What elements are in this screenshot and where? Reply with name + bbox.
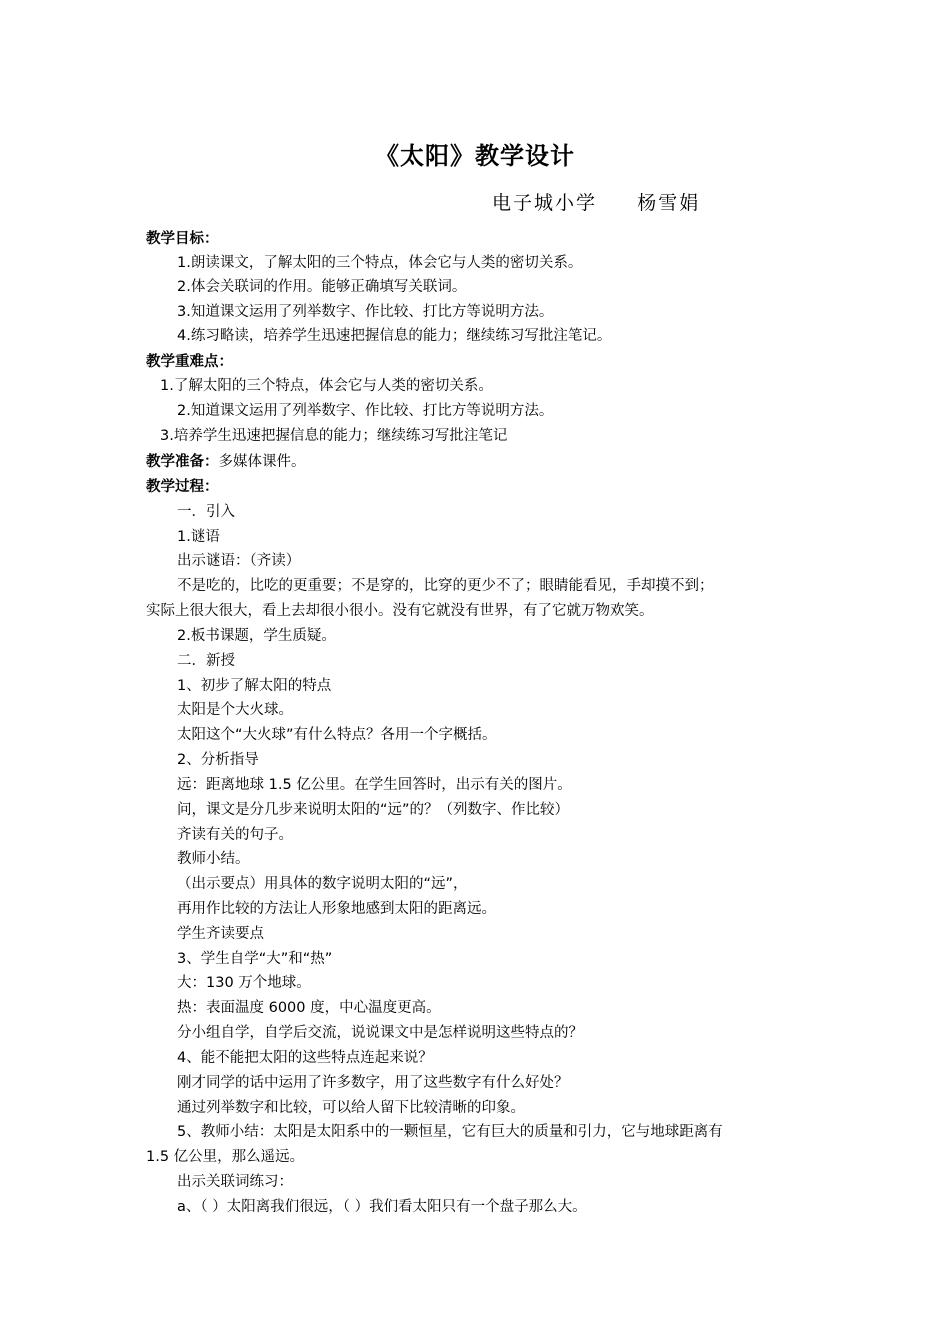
process-heading: 教学过程： bbox=[146, 479, 219, 495]
goal-item: 3.知道课文运用了列举数字、作比较、打比方等说明方法。 bbox=[177, 304, 554, 320]
prep-text: 多媒体课件。 bbox=[218, 454, 306, 470]
process-line: 不是吃的，比吃的更重要；不是穿的，比穿的更少不了；眼睛能看见，手却摸不到； bbox=[177, 578, 714, 594]
process-line: 出示关联词练习： bbox=[177, 1174, 293, 1190]
process-line: 2.板书课题，学生质疑。 bbox=[177, 628, 336, 644]
process-line: 实际上很大很大，看上去却很小很小。没有它就没有世界，有了它就万物欢笑。 bbox=[146, 603, 654, 619]
goal-item: 1.朗读课文，了解太阳的三个特点，体会它与人类的密切关系。 bbox=[177, 255, 583, 271]
goal-item: 4.练习略读，培养学生迅速把握信息的能力；继续练习写批注笔记。 bbox=[177, 328, 612, 344]
process-line: 1.5 亿公里，那么遥远。 bbox=[146, 1149, 305, 1165]
page-title: 《太阳》教学设计 bbox=[375, 142, 575, 170]
process-line: 4、能不能把太阳的这些特点连起来说？ bbox=[177, 1050, 433, 1066]
process-line: 出示谜语：（齐读） bbox=[177, 553, 301, 569]
process-line: 二．新授 bbox=[177, 653, 235, 669]
process-line: 一．引入 bbox=[177, 504, 235, 520]
keypoints-heading: 教学重难点： bbox=[146, 354, 233, 370]
process-line: 教师小结。 bbox=[177, 851, 250, 867]
process-line: 问，课文是分几步来说明太阳的“远”的？（列数字、作比较） bbox=[177, 802, 570, 818]
process-line: 太阳这个“大火球”有什么特点？各用一个字概括。 bbox=[177, 727, 497, 743]
process-line: 1.谜语 bbox=[177, 529, 220, 545]
prep-heading: 教学准备： bbox=[146, 454, 219, 470]
keypoint-item: 1.了解太阳的三个特点，体会它与人类的密切关系。 bbox=[160, 378, 493, 394]
prep-line bbox=[146, 452, 306, 472]
process-line: 齐读有关的句子。 bbox=[177, 827, 293, 843]
goals-heading: 教学目标： bbox=[146, 231, 219, 247]
process-line: 分小组自学，自学后交流，说说课文中是怎样说明这些特点的？ bbox=[177, 1025, 583, 1041]
process-line: a、（ ）太阳离我们很远，（ ）我们看太阳只有一个盘子那么大。 bbox=[177, 1199, 587, 1215]
process-line: 太阳是个大火球。 bbox=[177, 702, 293, 718]
process-line: 刚才同学的话中运用了许多数字，用了这些数字有什么好处？ bbox=[177, 1075, 569, 1091]
process-line: 通过列举数字和比较，可以给人留下比较清晰的印象。 bbox=[177, 1100, 525, 1116]
process-line: （出示要点）用具体的数字说明太阳的“远”， bbox=[177, 876, 468, 892]
process-line: 5、教师小结：太阳是太阳系中的一颗恒星，它有巨大的质量和引力，它与地球距离有 bbox=[177, 1124, 723, 1140]
author-line: 电子城小学 杨雪娟 bbox=[492, 192, 701, 214]
goal-item: 2.体会关联词的作用。能够正确填写关联词。 bbox=[177, 279, 467, 295]
keypoint-item: 3.培养学生迅速把握信息的能力；继续练习写批注笔记 bbox=[160, 428, 508, 444]
process-line: 远：距离地球 1.5 亿公里。在学生回答时，出示有关的图片。 bbox=[177, 777, 572, 793]
process-line: 1、初步了解太阳的特点 bbox=[177, 678, 332, 694]
process-line: 学生齐读要点 bbox=[177, 926, 264, 942]
process-line: 2、分析指导 bbox=[177, 752, 259, 768]
keypoint-item: 2.知道课文运用了列举数字、作比较、打比方等说明方法。 bbox=[177, 403, 554, 419]
process-line: 热：表面温度 6000 度，中心温度更高。 bbox=[177, 1000, 441, 1016]
process-line: 大：130 万个地球。 bbox=[177, 975, 311, 991]
process-line: 再用作比较的方法让人形象地感到太阳的距离远。 bbox=[177, 901, 496, 917]
process-line: 3、学生自学“大”和“热” bbox=[177, 951, 333, 967]
